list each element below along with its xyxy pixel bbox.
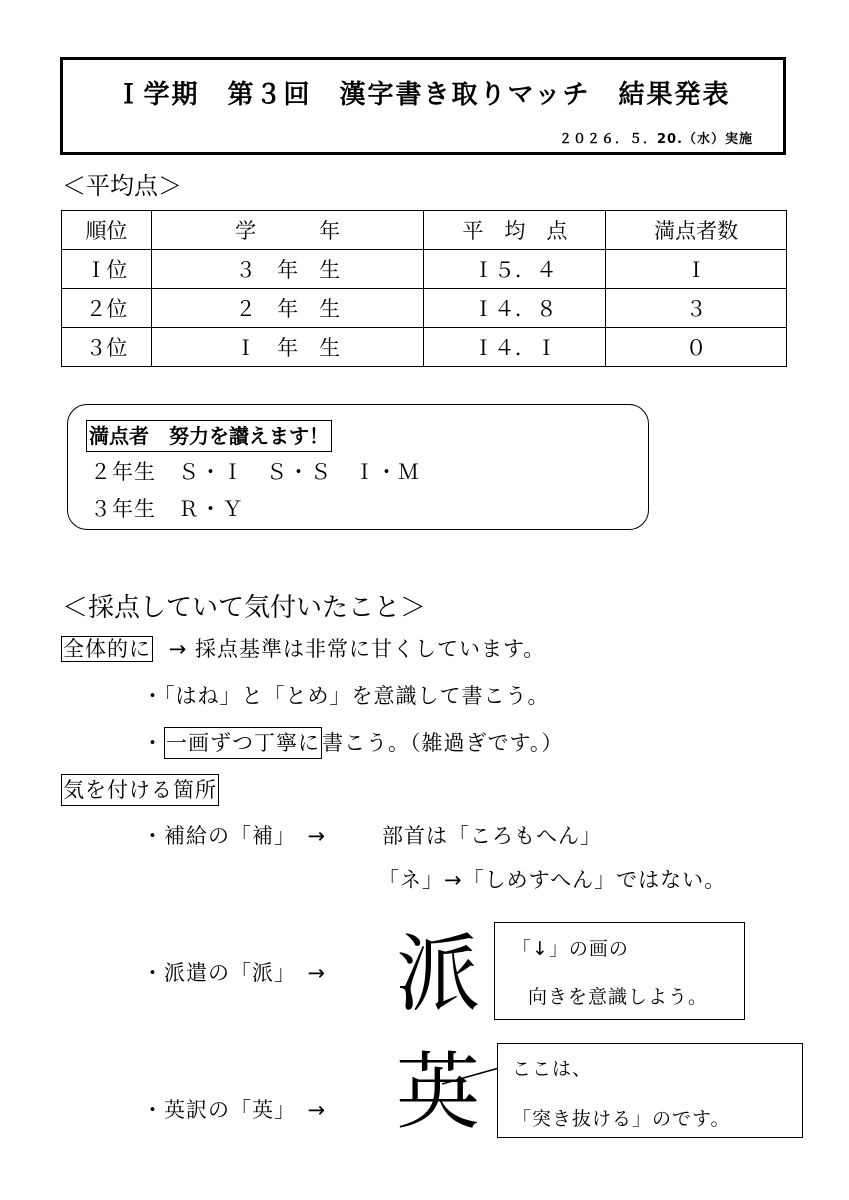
careful-item-1-text: ・補給の「補」 → bbox=[142, 824, 327, 848]
overall-line bbox=[61, 633, 545, 663]
rank-cell: ３位 bbox=[62, 328, 152, 367]
rank-cell: Ｉ位 bbox=[62, 250, 152, 289]
header-perfect-count: 満点者数 bbox=[606, 211, 787, 250]
notice-heading: ＜採点していて気付いたこと＞ bbox=[62, 593, 427, 623]
overall-text: → 採点基準は非常に甘くしています。 bbox=[168, 637, 546, 661]
table-row bbox=[62, 289, 787, 328]
careful-item-3-text: ・英訳の「英」 → bbox=[142, 1098, 327, 1122]
perfect-count-cell: ３ bbox=[606, 289, 787, 328]
kanji-ha: 派 bbox=[396, 925, 481, 1023]
careful-item-1-line2: 「ネ」→「しめすへん」ではない。 bbox=[378, 868, 727, 892]
note-ha-line1: 「↓」の画の bbox=[512, 938, 629, 960]
overall-bullet-2-boxed: 一画ずつ丁寧に bbox=[164, 727, 322, 759]
bullet-dot: ・ bbox=[142, 731, 164, 755]
header-rank: 順位 bbox=[62, 211, 152, 250]
perfect-row-grade3: ３年生 Ｒ・Ｙ bbox=[90, 497, 244, 521]
grade-cell: ３ 年 生 bbox=[151, 250, 424, 289]
average-heading: ＜平均点＞ bbox=[62, 172, 182, 200]
careful-line bbox=[61, 774, 219, 804]
header-average: 平 均 点 bbox=[424, 211, 606, 250]
average-cell: Ｉ４．８ bbox=[424, 289, 606, 328]
perfect-row-grade2: ２年生 Ｓ・Ｉ Ｓ・Ｓ Ｉ・Ｍ bbox=[90, 460, 420, 484]
grade-cell: ２ 年 生 bbox=[151, 289, 424, 328]
grade-cell: Ｉ 年 生 bbox=[151, 328, 424, 367]
page-title: Ｉ学期 第３回 漢字書き取りマッチ 結果発表 bbox=[115, 80, 731, 110]
rank-cell: ２位 bbox=[62, 289, 152, 328]
average-cell: Ｉ５．４ bbox=[424, 250, 606, 289]
header-box bbox=[60, 57, 786, 155]
results-table bbox=[61, 210, 787, 367]
careful-item-2-text: ・派遣の「派」 → bbox=[142, 961, 327, 985]
header-grade: 学 年 bbox=[151, 211, 424, 250]
kanji-ei: 英 bbox=[396, 1043, 481, 1141]
overall-bullet-2-rest: 書こう。（雑過ぎです。） bbox=[322, 731, 564, 755]
perfect-count-cell: Ｉ bbox=[606, 250, 787, 289]
perfect-score-title: 満点者 努力を讃えます！ bbox=[86, 420, 332, 452]
table-header-row bbox=[62, 211, 787, 250]
perfect-count-cell: ０ bbox=[606, 328, 787, 367]
careful-label: 気を付ける箇所 bbox=[61, 774, 219, 806]
note-ei-line2: 「突き抜ける」のです。 bbox=[512, 1108, 731, 1130]
table-row bbox=[62, 328, 787, 367]
note-ei-line1: ここは、 bbox=[512, 1058, 593, 1080]
overall-bullet-2 bbox=[142, 727, 563, 757]
overall-label: 全体的に bbox=[63, 637, 151, 661]
implementation-date: ２０２６．５．20.（水）実施 bbox=[558, 132, 753, 147]
note-ha-line2: 向きを意識しよう。 bbox=[528, 986, 709, 1008]
table-row bbox=[62, 250, 787, 289]
overall-bullet-1: ・「はね」と「とめ」を意識して書こう。 bbox=[142, 684, 550, 708]
average-cell: Ｉ４．Ｉ bbox=[424, 328, 606, 367]
careful-item-1-line1: 部首は「ころもへん」 bbox=[382, 824, 602, 848]
